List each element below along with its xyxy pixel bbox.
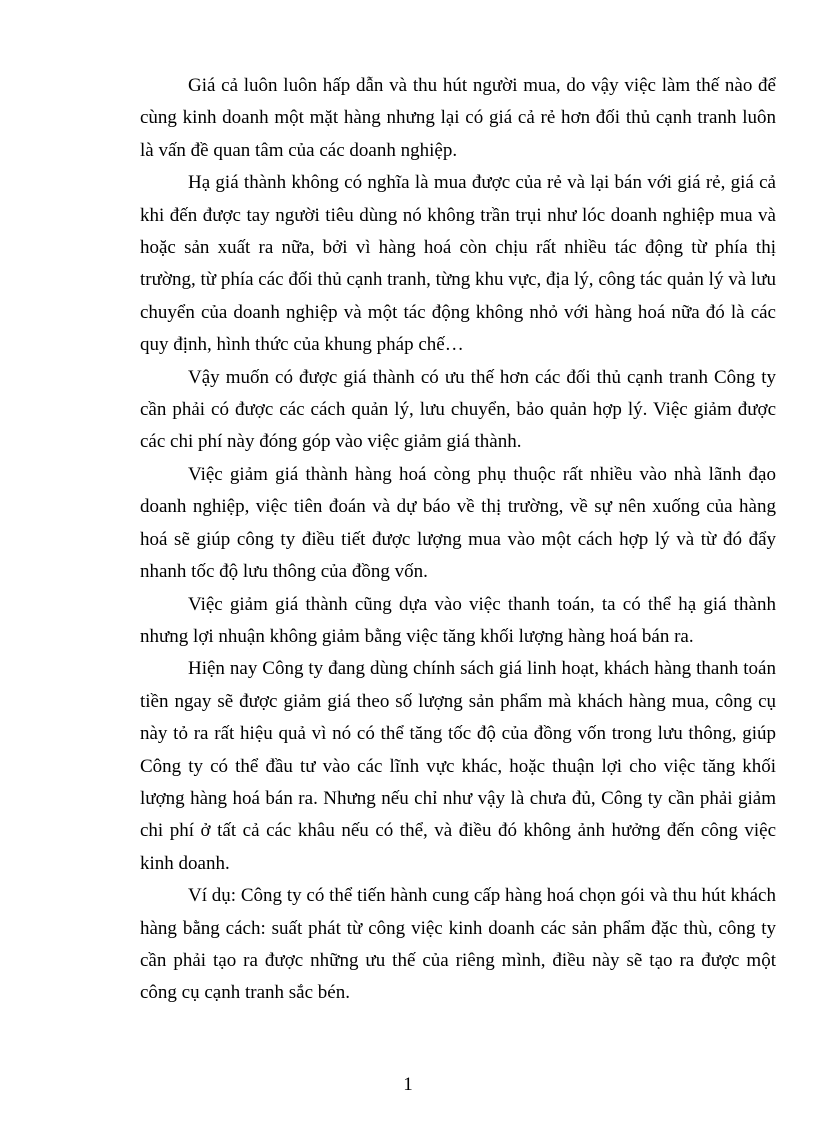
document-body	[140, 70, 776, 1010]
paragraph-1: Giá cả luôn luôn hấp dẫn và thu hút người mua, do vậy việc làm thế nào để cùng kinh doanh một mặt hàng nhưng lại có giá cả rẻ hơn đối thủ cạnh tranh luôn là vấn đề quan tâm của các doanh nghiệp.	[140, 75, 776, 161]
paragraph-4: Việc giảm giá thành hàng hoá còng phụ thuộc rất nhiều vào nhà lãnh đạo doanh nghiệp, việc tiên đoán và dự báo về thị trường, về sự nên xuống của hàng hoá sẽ giúp công ty điều tiết được lượng mua vào một cách hợp lý và từ đó đẩy nhanh tốc độ lưu thông của đồng vốn.	[140, 463, 776, 583]
paragraph-3: Vậy muốn có được giá thành có ưu thế hơn các đối thủ cạnh tranh Công ty cần phải có được các cách quản lý, lưu chuyển, bảo quản hợp lý. Việc giảm được các chi phí này đóng góp vào việc giảm giá thành.	[140, 366, 776, 453]
paragraph-5: Việc giảm giá thành cũng dựa vào việc thanh toán, ta có thể hạ giá thành nhưng lợi nhuận không giảm bằng việc tăng khối lượng hàng hoá bán ra.	[140, 593, 776, 647]
paragraph-2: Hạ giá thành không có nghĩa là mua được của rẻ và lại bán với giá rẻ, giá cả khi đến được tay người tiêu dùng nó không trần trụi như lóc doanh nghiệp mua và hoặc sản xuất ra nữa, bởi vì hàng hoá còn chịu rất nhiều tác động từ phía thị trường, từ phía các đối thủ cạnh tranh, từng khu vực, địa lý, công tác quản lý và lưu chuyển của doanh nghiệp và một tác động không nhỏ với hàng hoá nữa đó là các quy định, hình thức của khung pháp chế…	[140, 172, 776, 356]
page-number: 1	[403, 1074, 413, 1095]
paragraph-7: Ví dụ: Công ty có thể tiến hành cung cấp hàng hoá chọn gói và thu hút khách hàng bằng cách: suất phát từ công việc kinh doanh các sản phẩm đặc thù, công ty cần phải tạo ra được những ưu thế của riêng mình, điều này sẽ tạo ra được một công cụ cạnh tranh sắc bén.	[140, 885, 776, 1004]
paragraph-6: Hiện nay Công ty đang dùng chính sách giá linh hoạt, khách hàng thanh toán tiền ngay sẽ được giảm giá theo số lượng sản phẩm mà khách hàng mua, công cụ này tỏ ra rất hiệu quả vì nó có thể tăng tốc độ của đồng vốn trong lưu thông, giúp Công ty có thể đầu tư vào các lĩnh vực khác, hoặc thuận lợi cho việc tăng khối lượng hàng hoá bán ra. Nhưng nếu chỉ như vậy là chưa đủ, Công ty cần phải giảm chi phí ở tất cả các khâu nếu có thể, và điều đó không ảnh hưởng đến công việc kinh doanh.	[140, 658, 776, 874]
